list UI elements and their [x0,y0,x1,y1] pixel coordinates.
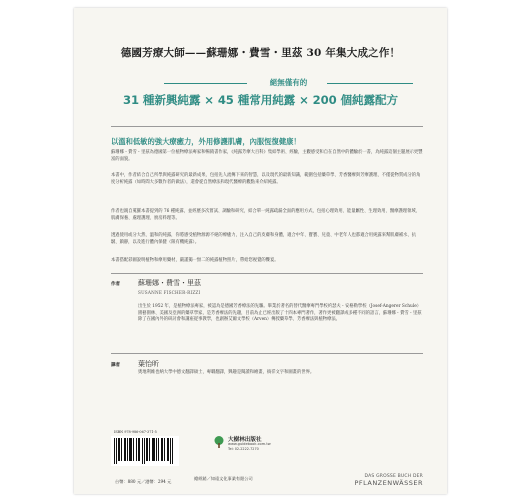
original-title-line2: PFLANZENWÄSSER [354,479,423,487]
original-title-line1: DAS GROSSE BUCH DER [364,474,423,479]
price: 台幣：880 元／港幣：294 元 [115,479,172,484]
author-bio: 出生於 1952 年，是植物療法專家，被認為是德國芳香療法的先驅。畢業於著名的替代醫療專門學校約瑟夫・安格勒學校（Josef-Angerer Schule）園藝園林、美國及亞洲的藥草學家，是芳香療法的先趨，目前為止已經出版了十四本專門著作，著作更被翻譯成多種不同的語言，蘇珊娜・費雪・里茲除了在國內外的研討會和講座從事教學，也創辦艾爾文學校（Arven）傳授藥草學、芳香療法與植物療法。 [138,304,422,323]
description-paragraph: 本書中，作者結合自己所學與純露研究的最新成果，包括先人流傳下來的智慧，以及現代的最新知識，範圍包括藥草學、芳香醫療與芳療護理、不僅從物質成分的角度分析純露（如時間大多數作者的做法），還會從自然療法和現代醫療的觀點來介紹純露。 [111,173,421,185]
author-label: 作者 [111,282,120,287]
description-paragraph: 蘇珊娜・費雪・里茲為德國第一位植物療法專家和暢銷書作家，《純露芳療大百科》集結學術、經驗，主觀感受和自在自然中的體驗於一書，為純露這個主題展示更豐富的面貌。 [111,150,423,162]
publisher-website: www.guidebook.com.tw [228,442,271,446]
tagline: 德國芳療大師——蘇珊娜・費雪・里茲 30 年集大成之作！ [120,47,401,59]
banner-subtitle: 絕無僅有的 [269,78,308,87]
divider-top [111,126,423,127]
translator-label: 譯者 [111,363,120,368]
barcode-icon [111,436,179,466]
lead-sentence: 以溫和低敏的強大療癒力，外用修護肌膚，內服恆復健康！ [111,137,301,146]
author-name-english: SUSANNE FISCHER-RIZZI [138,290,201,295]
original-title [354,474,423,487]
publisher-phone: Tel: 02-2222-7270 [228,447,259,451]
description-paragraph: 本書搭配彩圖說明植物和療用藥材，嚴謹獨一無二的純露植物照片，帶給您視覺的饗宴。 [111,258,279,263]
translator-name: 葉怡昕 [138,360,159,368]
isbn-text: ISBN 978-986-067-371-5 [114,430,157,434]
author-name: 蘇珊娜・費雪・里茲 [138,279,201,287]
publisher-name: 大樹林出版社 [228,437,262,443]
distributor: 總經銷／知遠文化事業有限公司 [194,476,253,481]
translator-bio: 奧地利維也納大學中德文翻譯碩士，專職翻譯，興趣是閱讀和繪畫，徜徉文字和圖畫的世界。 [138,370,315,375]
description-paragraph: 透過使用或分大然、溫和的純露，你將感受植物源源不絕的療癒力，注入自己的皮膚和身體，適合中年、寶寶、兒童、中老年人也都適合用純露來幫肌膚補水、抗皺、鎮靜，以及進行體內保健（限有機純露）。 [111,233,417,245]
publisher-tree-logo-icon [212,435,226,449]
banner-headline: 31 種新興純露 × 45 種常用純露 × 200 個純露配方 [123,93,398,107]
divider-translator [111,353,423,354]
book-back-cover [74,8,447,494]
divider-author [111,273,423,274]
description-paragraph: 作者也親自蒐羅本書提到的 76 種純露，並經歷多次嘗試、調驗和研究，結合單一純露疏漏全面的應用方式，包括心理效用、能量屬性、生理效用、醫療護理領域、肌膚保養、處理護理、廚房料理等。 [111,209,420,221]
